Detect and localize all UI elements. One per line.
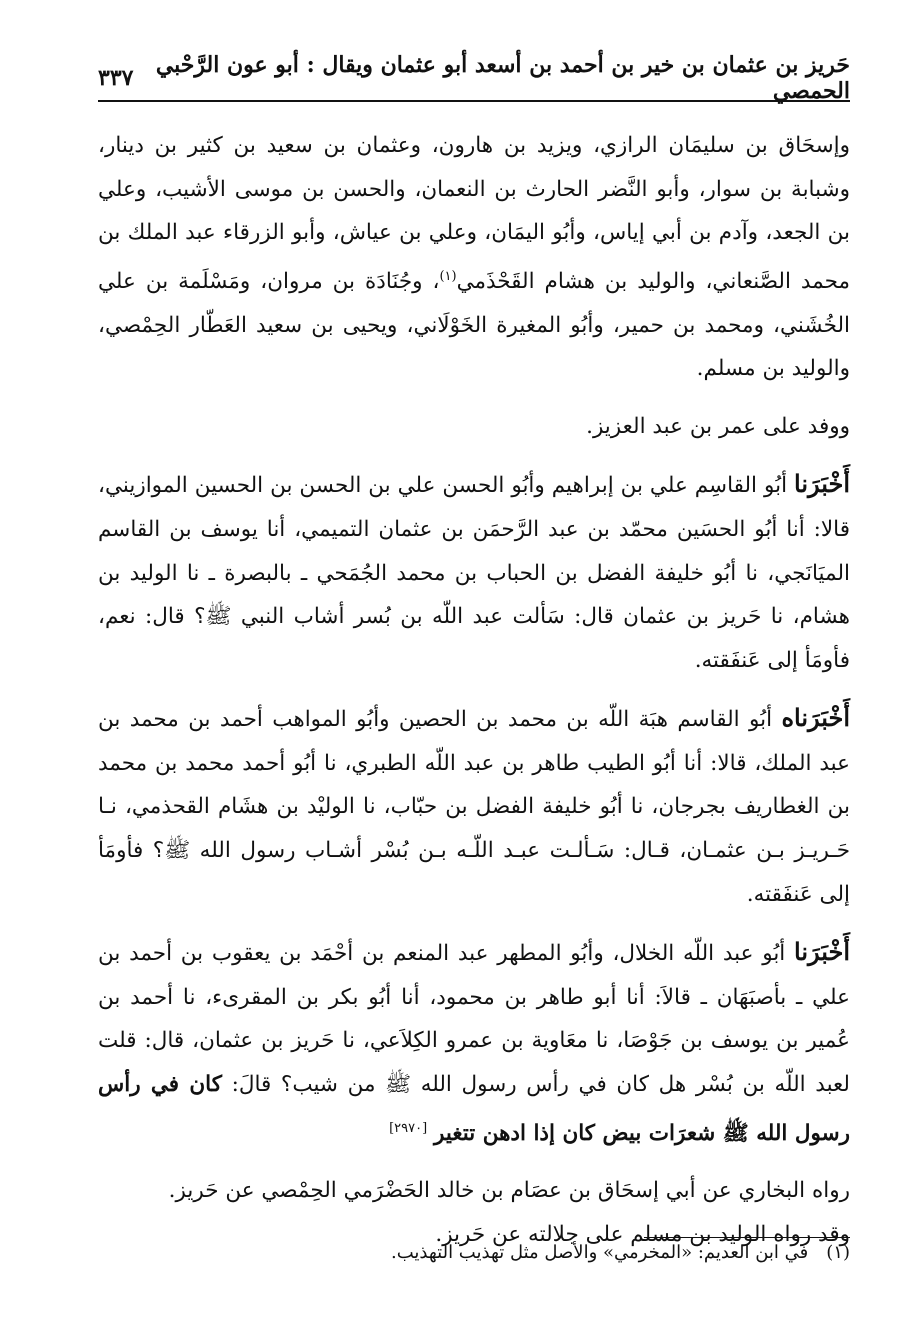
paragraph-bukhari: رواه البخاري عن أبي إسحَاق بن عصَام بن خالد الحَضْرَمي الحِمْصي عن حَريز.: [168, 1178, 850, 1204]
paragraph-report-3: أَخْبَرَنا أبُو عبد اللّه الخلال، وأبُو المطهر عبد المنعم بن أحْمَد بن يعقوب بن أحمد بن علي ـ بأصبَهَان ـ قالاَ: أنا أبو طاهر بن محمود، أنا أبُو بكر بن المقرىء، نا أحمد بن عُمير بن يوسف بن جَوْصَا، نا معَاوية بن عمرو الكِلاَعي، نا حَريز بن عثمان، قال: قلت لعبد اللّه بن بُسْر هل كان في رأس رسول الله ﷺ من شيب؟ قالَ: كان في رأس رسول الله ﷺ شعرَات بيض كان إذا ادهن تتغير [٢٩٧٠]: [98, 937, 850, 1146]
paragraph-report-2: أَخْبَرَناه أبُو القاسم هبَة اللّه بن محمد بن الحصين وأبُو المواهب أحمد بن محمد بن عبد الملك، قالا: أنا أبُو الطيب طاهر بن عبد اللّه الطبري، نا أبُو أحمد محمد بن محمد بن الغطاريف بجرجان، نا أبُو خليفة الفضل بن حبّاب، نا الوليْد بن هشَام القحذمي، نـا حَـريـز بـن عثمـان، قـال: سَـألـت عبـد اللّـه بـن بُسْر أشـاب رسول الله ﷺ؟ فأومَأ إلى عَنفَقته.: [98, 703, 850, 907]
footnote-marker: (١): [439, 268, 457, 284]
paragraph-report-1: أَخْبَرَنا أبُو القاسِم علي بن إبراهيم وأبُو الحسن علي بن الحسن بن الحسين الموازيني، قالا: أنا أبُو الحسَين محمّد بن عبد الرَّحمَن بن عثمان التميمي، أنا يوسف بن القاسم الميَانَجي، نا أبُو خليفة الفضل بن الحباب بن محمد الجُمَحي ـ بالبصرة ـ نا الوليد بن هشام، نا حَريز بن عثمان قال: سَألت عبد اللّه بن بُسر أشاب النبي ﷺ؟ قال: نعم، فأومَأ إلى عَنفَقته.: [98, 469, 850, 673]
paragraph-narrators: وإسحَاق بن سليمَان الرازي، ويزيد بن هارون، وعثمان بن سعيد بن كثير بن دينار، وشبابة بن سوار، وأبو النَّضر الحارث بن النعمان، والحسن بن موسى الأشيب، وعلي بن الجعد، وآدم بن أبي إياس، وأبُو اليمَان، وعلي بن عياش، وأبو الزرقاء عبد الملك بن محمد الصَّنعاني، والوليد بن هشام القَحْذَمي$^{(١)}$، وجُنَادَة بن مروان، ومَسْلَمة بن علي الخُشَني، ومحمد بن حمير، وأبُو المغيرة الخَوْلَاني، ويحيى بن سعيد العَطّار الحِمْصي، والوليد بن مسلم.: [98, 133, 850, 382]
report-lead-2: أَخْبَرَناه: [781, 703, 850, 733]
paragraph-visit: ووفد على عمر بن عبد العزيز.: [586, 413, 850, 439]
footnote-number: (١): [826, 1242, 850, 1263]
footnote-text: في ابن العديم: «المخرمي» والأصل مثل تهذيب التهذيب.: [391, 1242, 809, 1263]
footnote: [98, 1238, 850, 1268]
page-number: ٣٣٧: [98, 65, 134, 91]
header-title: حَريز بن عثمان بن خير بن أحمد بن أسعد أبو عثمان ويقال : أبو عون الرَّحْبي الحمصي: [155, 52, 850, 104]
main-text: [98, 124, 850, 1257]
paragraph-walid: وقد رواه الوليد بن مسلم على جلالته عن حَريز.: [435, 1221, 850, 1247]
report-lead-1: أَخْبَرَنا: [794, 469, 850, 499]
hadith-reference: [٢٩٧٠]: [389, 1120, 428, 1136]
hadith-text: كان في رأس رسول الله ﷺ شعرَات بيض كان إذا ادهن تتغير: [98, 1072, 850, 1146]
running-header: [98, 52, 850, 104]
header-rule: [98, 100, 850, 102]
report-lead-3: أَخْبَرَنا: [794, 937, 850, 967]
